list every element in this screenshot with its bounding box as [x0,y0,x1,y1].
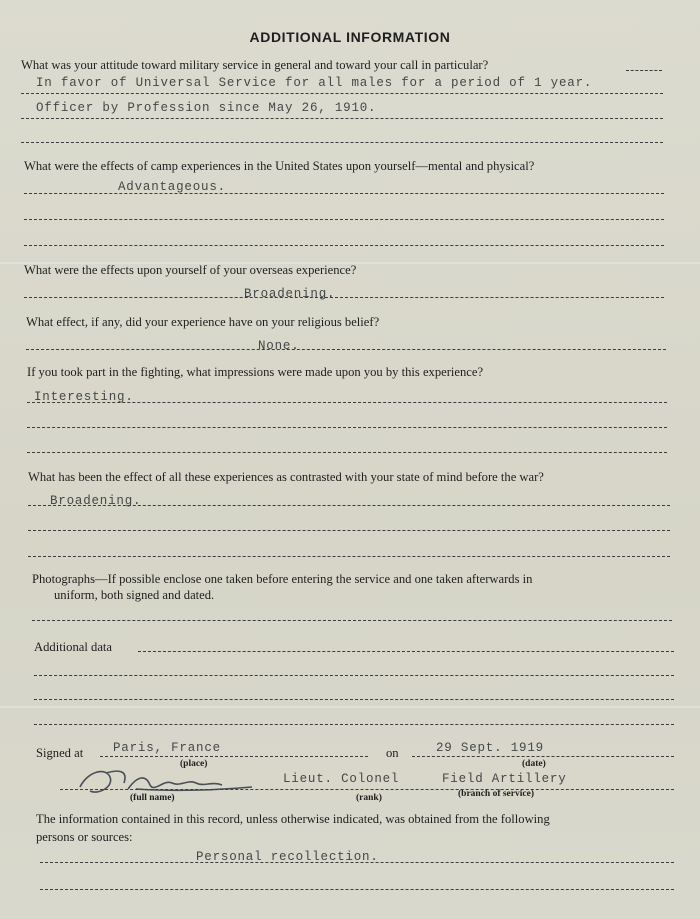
answer-line [34,699,674,700]
date-caption: (date) [522,759,546,769]
answer-line [21,118,663,119]
answer-line [24,297,664,298]
signed-at-label: Signed at [36,746,84,760]
signed-rank: Lieut. Colonel [283,772,400,786]
answer-line [28,556,670,557]
signed-date: 29 Sept. 1919 [436,741,544,755]
answer-military-attitude-2: Officer by Profession since May 26, 1910. [36,101,377,115]
answer-line [27,452,667,453]
branch-caption: (branch of service) [458,789,534,799]
signed-branch: Field Artillery [442,772,567,786]
answer-religious-belief: None. [258,339,300,353]
question-fighting-impressions: If you took part in the fighting, what impressions were made upon you by this experience? [27,365,484,379]
photographs-instruction-1: Photographs—If possible enclose one taken before entering the service and one taken afterwards in [32,572,533,586]
question-camp-experience: What were the effects of camp experiences in the United States upon yourself—mental and physical? [24,159,535,173]
answer-line [100,756,368,757]
answer-line [27,427,667,428]
question-overseas-experience: What were the effects upon yourself of your overseas experience? [24,263,357,277]
answer-line [40,862,674,863]
answer-line [26,349,666,350]
answer-fighting-impressions: Interesting. [34,390,134,404]
on-label: on [386,746,399,760]
answer-line [40,889,674,890]
answer-line [34,675,674,676]
photographs-instruction-2: uniform, both signed and dated. [54,588,215,602]
full-name-caption: (full name) [130,793,175,803]
answer-line [626,70,662,71]
answer-line [412,756,674,757]
sources-statement-1: The information contained in this record, unless otherwise indicated, was obtained from the following [36,812,550,826]
question-state-of-mind: What has been the effect of all these experiences as contrasted with your state of mind before the war? [28,470,544,484]
answer-camp-experience: Advantageous. [118,180,226,194]
answer-overseas-experience: Broadening. [244,287,336,301]
answer-line [27,402,667,403]
additional-data-label: Additional data [34,640,112,654]
answer-line [32,620,672,621]
sources-statement-2: persons or sources: [36,830,133,844]
answer-line [138,651,674,652]
answer-military-attitude-1: In favor of Universal Service for all males for a period of 1 year. [36,76,593,90]
sources-answer: Personal recollection. [196,850,379,864]
question-military-attitude: What was your attitude toward military service in general and toward your call in particular? [21,58,489,72]
place-caption: (place) [180,759,208,769]
answer-line [21,93,663,94]
signed-place: Paris, France [113,741,221,755]
answer-line [28,530,670,531]
answer-line [24,219,664,220]
answer-line [28,505,670,506]
answer-line [24,193,664,194]
answer-line [21,142,663,143]
answer-state-of-mind: Broadening. [50,494,142,508]
question-religious-belief: What effect, if any, did your experience have on your religious belief? [26,315,380,329]
rank-caption: (rank) [356,793,382,803]
answer-line [34,724,674,725]
form-title: ADDITIONAL INFORMATION [249,29,451,45]
answer-line [24,245,664,246]
paper-fold [0,706,700,708]
answer-line [60,789,674,790]
